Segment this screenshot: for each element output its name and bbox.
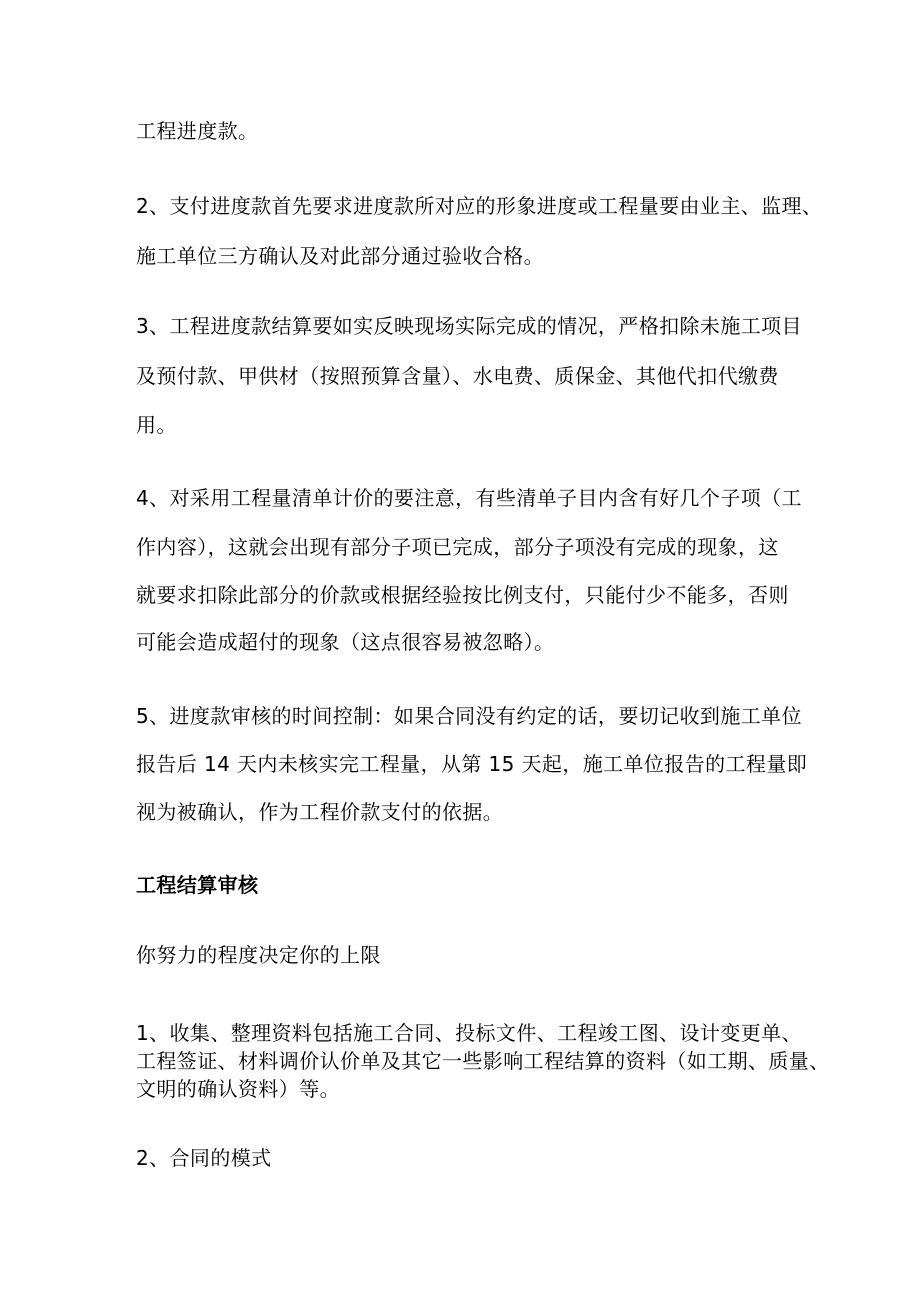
item-2-line-1: 2、支付进度款首先要求进度款所对应的形象进度或工程量要由业主、监理、 xyxy=(136,194,823,218)
step-2-line-1: 2、合同的模式 xyxy=(136,1146,272,1170)
item-4-line-3: 就要求扣除此部分的价款或根据经验按比例支付，只能付少不能多，否则 xyxy=(136,583,789,607)
item-5-line-1: 5、进度款审核的时间控制：如果合同没有约定的话，要切记收到施工单位 xyxy=(136,704,802,728)
step-1-line-1: 1、收集、整理资料包括施工合同、投标文件、工程竣工图、设计变更单、 xyxy=(136,1021,802,1045)
item-3-line-3: 用。 xyxy=(136,413,177,437)
item-4-line-1: 4、对采用工程量清单计价的要注意，有些清单子目内含有好几个子项（工 xyxy=(136,486,802,510)
item-4-line-2: 作内容），这就会出现有部分子项已完成，部分子项没有完成的现象，这 xyxy=(136,535,779,559)
step-1-line-2: 工程签证、材料调价认价单及其它一些影响工程结算的资料（如工期、质量、 xyxy=(136,1049,830,1073)
item-4-line-4: 可能会造成超付的现象（这点很容易被忽略）。 xyxy=(136,630,555,654)
step-1-line-3: 文明的确认资料）等。 xyxy=(136,1077,340,1101)
section-heading: 工程结算审核 xyxy=(136,873,259,897)
item-2-line-2: 施工单位三方确认及对此部分通过验收合格。 xyxy=(136,244,544,268)
item-3-line-2: 及预付款、甲供材（按照预算含量）、水电费、质保金、其他代扣代缴费 xyxy=(136,364,779,388)
motto-line: 你努力的程度决定你的上限 xyxy=(136,943,381,967)
paragraph-line: 工程进度款。 xyxy=(136,119,259,143)
item-3-line-1: 3、工程进度款结算要如实反映现场实际完成的情况，严格扣除未施工项目 xyxy=(136,314,802,338)
item-5-line-2: 报告后 14 天内未核实完工程量，从第 15 天起，施工单位报告的工程量即 xyxy=(136,752,808,776)
item-5-line-3: 视为被确认，作为工程价款支付的依据。 xyxy=(136,800,504,824)
